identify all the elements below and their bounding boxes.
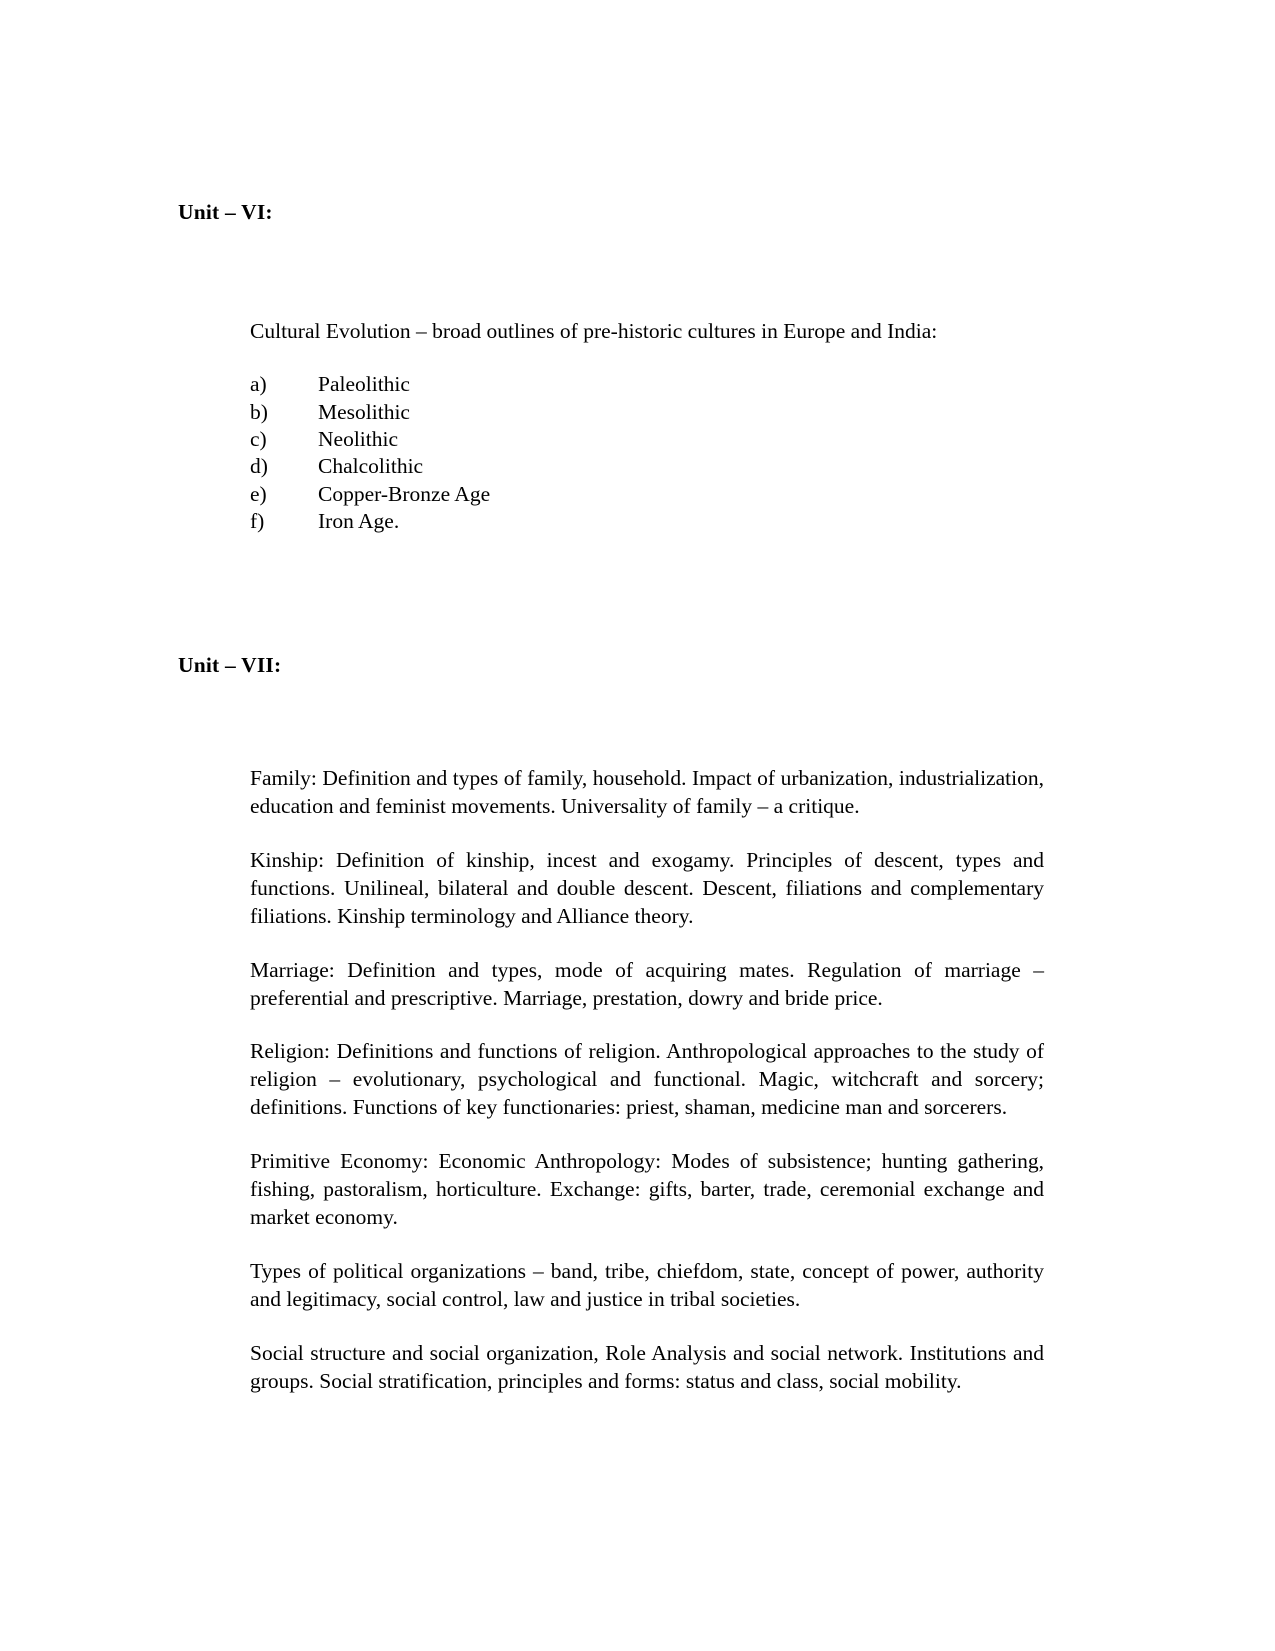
unit-vi-lead-text: Cultural Evolution – broad outlines of pre-historic cultures in Europe and India:	[250, 318, 938, 343]
spacer	[178, 679, 1044, 765]
paragraph-political-organizations: Types of political organizations – band, tribe, chiefdom, state, concept of power, authority and legitimacy, social control, law and justice in tribal societies.	[250, 1259, 1044, 1312]
spacer	[250, 1232, 1044, 1258]
list-item-label: Paleolithic	[318, 372, 410, 397]
paragraph-family: Family: Definition and types of family, household. Impact of urbanization, industrialization, education and feminist movements. Universality of family – a critique.	[250, 765, 1044, 818]
spacer	[250, 345, 1044, 371]
unit-vi-heading: Unit – VI:	[178, 200, 273, 224]
paragraph-primitive-economy: Primitive Economy: Economic Anthropology: Modes of subsistence; hunting gathering, fishing, pastoralism, horticulture. Exchange: gifts, barter, trade, ceremonial exchange and market economy.	[250, 1149, 1044, 1230]
list-item-label: Mesolithic	[318, 399, 410, 424]
list-item-marker: f)	[250, 508, 265, 533]
list-item-marker: a)	[250, 372, 267, 397]
list-item	[250, 371, 1044, 398]
list-item	[250, 481, 1044, 508]
list-item-label: Iron Age.	[318, 508, 400, 533]
spacer	[250, 1314, 1044, 1340]
spacer	[250, 931, 1044, 957]
spacer	[250, 1122, 1044, 1148]
spacer	[178, 535, 1044, 653]
unit-vii-heading: Unit – VII:	[178, 653, 282, 678]
list-item-marker: c)	[250, 426, 267, 451]
list-item-marker: d)	[250, 454, 268, 479]
unit-vi-list	[250, 371, 1044, 535]
list-item	[250, 508, 1044, 535]
list-item	[250, 453, 1044, 480]
list-item-marker: b)	[250, 399, 268, 424]
document-body	[178, 200, 1044, 1396]
unit-vi-block	[250, 318, 1044, 535]
list-item-label: Copper-Bronze Age	[318, 481, 491, 506]
list-item	[250, 426, 1044, 453]
list-item-label: Neolithic	[318, 426, 399, 451]
spacer	[250, 821, 1044, 847]
spacer	[250, 1012, 1044, 1038]
paragraph-kinship: Kinship: Definition of kinship, incest and exogamy. Principles of descent, types and functions. Unilineal, bilateral and double descent. Descent, filiations and complementary filiations. Kinship terminology and Alliance theory.	[250, 847, 1044, 928]
unit-vii-block	[250, 765, 1044, 1396]
paragraph-social-structure: Social structure and social organization, Role Analysis and social network. Institutions and groups. Social stratification, principles and forms: status and class, social mobility.	[250, 1340, 1044, 1393]
paragraph-marriage: Marriage: Definition and types, mode of acquiring mates. Regulation of marriage – preferential and prescriptive. Marriage, prestation, dowry and bride price.	[250, 957, 1044, 1010]
paragraph-religion: Religion: Definitions and functions of religion. Anthropological approaches to the study of religion – evolutionary, psychological and functional. Magic, witchcraft and sorcery; definitions. Functions of key functionaries: priest, shaman, medicine man and sorcerers.	[250, 1039, 1044, 1120]
list-item-marker: e)	[250, 481, 267, 506]
list-item-label: Chalcolithic	[318, 454, 424, 479]
spacer	[178, 226, 1044, 318]
list-item	[250, 399, 1044, 426]
